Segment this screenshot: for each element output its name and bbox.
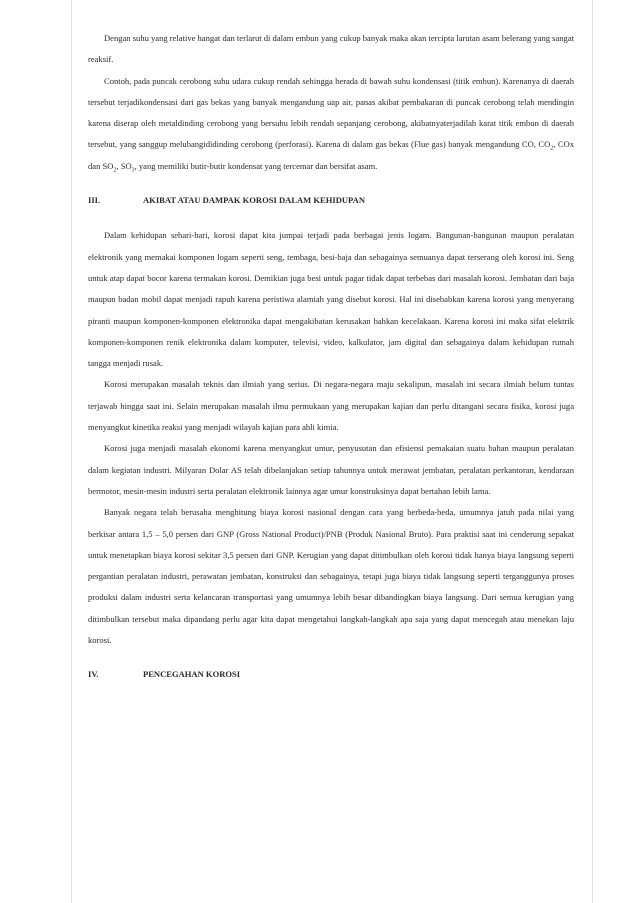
paragraph-corrosion-cost: Banyak negara telah berusaha menghitung biaya korosi nasional dengan cara yang berbeda-beda, umumnya jatuh pada nilai yang berkisar antara 1,5 – 5,0 persen dari GNP (Gross National Product)/PNB (Produk Nasional Bruto). Para praktisi saat ini cenderung sepakat untuk menetapkan biaya korosi sekitar 3,5 persen dari GNP. Kerugian yang dapat ditimbulkan oleh korosi tidak hanya biaya langsung seperti pergantian peralatan industri, perawatan jembatan, konstruksi dan sebagainya, tetapi juga biaya tidak langsung seperti terganggunya proses produksi dalam industri serta kelancaran transportasi yang umumnya lebih besar dibandingkan biaya langsung. Dari semua kerugian yang ditimbulkan tersebut maka dipandang perlu agar kita dapat mengetahui langkah-langkah apa saja yang dapat mencegah atau menekan laju korosi. [88, 507, 574, 646]
right-page-edge [592, 0, 593, 903]
left-page-edge [71, 0, 72, 903]
chimney-text-tail: , yang memiliki butir-butir kondensat yang tercemar dan bersifat asam. [134, 160, 378, 171]
section-title-iii: AKIBAT ATAU DAMPAK KOROSI DALAM KEHIDUPAN [143, 195, 365, 206]
paragraph-corrosion-daily-life: Dalam kehidupan sehari-hari, korosi dapat kita jumpai terjadi pada berbagai jenis logam. Bangunan-bangunan maupun peralatan elektronik yang memakai komponen logam seperti seng, tembaga, besi-baja dan sebagainya semuanya dapat terserang oleh korosi ini. Seng untuk atap dapat bocor karena termakan korosi. Demikian juga besi untuk pagar tidak dapat terbebas dari masalah korosi. Jembatan dari baja maupun badan mobil dapat menjadi rapuh karena peristiwa alamiah yang disebut korosi. Hal ini disebabkan karena korosi yang menyerang piranti maupun komponen-komponen elektronika dapat mengakibatan kerusakan bahkan kecelakaan. Karena korosi ini maka sifat elektrik komponen-komponen renik elektronika dalam komputer, televisi, video, kalkulator, jam digital dan sebagainya dalam kehidupan rumah tangga menjadi rusak. [88, 230, 574, 369]
chimney-text-sep: , [116, 160, 121, 171]
so3-text: SO [120, 160, 132, 171]
section-number-iii: III. [88, 195, 101, 206]
paragraph-sulfuric-acid: Dengan suhu yang relative hangat dan terlarut di dalam embun yang cukup banyak maka akan tercipta larutan asam belerang yang sangat reaksif. [88, 33, 574, 65]
paragraph-chimney-example [88, 71, 574, 177]
paragraph-corrosion-economic: Korosi juga menjadi masalah ekonomi karena menyangkut umur, penyusutan dan efisiensi pemakaian suatu bahan maupun peralatan dalam kegiatan industri. Milyaran Dolar AS telah dibelanjakan setiap tahunnya untuk merawat jembatan, peralatan perkantoran, kendaraan bermotor, mesin-mesin industri serta peralatan elektronik lainnya agar umur konstruksinya dapat bertahan lebih lama. [88, 443, 574, 496]
chimney-text-main: Contoh, pada puncak cerobong suhu udara cukup rendah sehingga berada di bawah suhu kondensasi (titik embun). Karenanya di daerah tersebut terjadikondensasi dari gas bekas yang banyak mengandung uap air, panas akibat pembakaran di puncak cerobong telah mendingin karena diserap oleh metaldinding cerobong yang bersuhu lebih rendah sepanjang cerobong, akibatnyaterjadilah karat titik embun di daerah tersebut, yang sanggup melubangididinding cerobong (perforasi). Karena di dalam gas bekas (Flue gas) banyak mengandung CO, CO [88, 75, 574, 150]
paragraph-corrosion-technical: Korosi merupakan masalah teknis dan ilmiah yang serius. Di negara-negara maju sekalipun, masalah ini secara ilmiah belum tuntas terjawab hingga saat ini. Selain merupakan masalah ilmu permukaan yang merupakan kajian dan perlu ditangani secara fisika, korosi juga menyangkut kinetika reaksi yang menjadi wilayah kajian para ahli kimia. [88, 379, 574, 433]
section-title-iv: PENCEGAHAN KOROSI [143, 669, 241, 680]
chimney-text-mid: , COx dan SO [88, 139, 574, 171]
so2-subscript: 2 [113, 167, 117, 174]
section-number-iv: IV. [88, 669, 99, 680]
section-heading-iii [88, 190, 574, 211]
page-content [88, 28, 574, 686]
co2-subscript: 2 [550, 146, 554, 153]
section-heading-iv [88, 664, 574, 685]
so3-subscript: 3 [131, 167, 135, 174]
